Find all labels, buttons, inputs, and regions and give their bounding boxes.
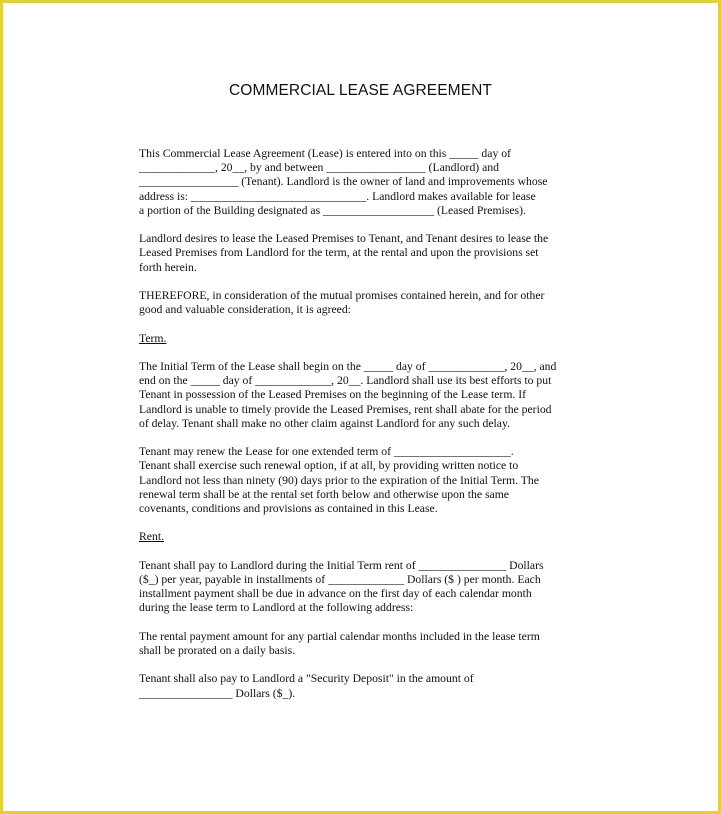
rent-heading: Rent. xyxy=(139,530,164,544)
text-line: a portion of the Building designated as ___________________ (Leased Premises). xyxy=(139,203,526,217)
security-deposit-paragraph xyxy=(139,672,584,700)
text-line: The Initial Term of the Lease shall begin on the _____ day of _____________, 20__, and xyxy=(139,359,557,373)
text-line: covenants, conditions and provisions as contained in this Lease. xyxy=(139,502,438,515)
intro-paragraph xyxy=(139,147,584,218)
text-line: Tenant shall pay to Landlord during the Initial Term rent of _______________ Dollars xyxy=(139,558,544,572)
text-line: end on the _____ day of _____________, 20__. Landlord shall use its best efforts to put xyxy=(139,374,552,388)
document-title: COMMERCIAL LEASE AGREEMENT xyxy=(229,82,492,99)
text-line: of delay. Tenant shall make no other claim against Landlord for any such delay. xyxy=(139,416,511,430)
text-line: Tenant shall exercise such renewal option, if at all, by providing written notice to xyxy=(139,459,519,473)
text-line: The rental payment amount for any partial calendar months included in the lease term xyxy=(139,629,540,643)
text-line: installment payment shall be due in advance on the first day of each calendar month xyxy=(139,587,532,601)
text-line: ($_) per year, payable in installments of _____________ Dollars ($ ) per month. Each xyxy=(139,572,541,586)
text-line: during the lease term to Landlord at the following address: xyxy=(139,601,414,615)
text-line: Tenant in possession of the Leased Premises on the beginning of the Lease term. If xyxy=(139,388,527,402)
text-line: This Commercial Lease Agreement (Lease) is entered into on this _____ day of xyxy=(139,147,511,160)
text-line: Leased Premises from Landlord for the term, at the rental and upon the provisions set xyxy=(139,246,539,260)
therefore-paragraph xyxy=(139,289,584,317)
text-line: _________________ (Tenant). Landlord is the owner of land and improvements whose xyxy=(139,175,548,189)
term-heading: Term. xyxy=(139,331,167,345)
desire-paragraph xyxy=(139,232,584,275)
text-line: address is: ______________________________. Landlord makes available for lease xyxy=(139,189,536,203)
text-line: Landlord is unable to timely provide the Leased Premises, rent shall abate for the period xyxy=(139,402,552,416)
text-line: Landlord not less than ninety (90) days prior to the expiration of the Initial Term. The xyxy=(139,473,539,487)
rent-prorate-paragraph xyxy=(139,630,584,658)
text-line: Tenant shall also pay to Landlord a "Security Deposit" in the amount of xyxy=(139,672,474,686)
document-body xyxy=(139,147,584,701)
term-initial-paragraph xyxy=(139,360,584,431)
text-line: Landlord desires to lease the Leased Premises to Tenant, and Tenant desires to lease the xyxy=(139,232,549,246)
text-line: good and valuable consideration, it is agreed: xyxy=(139,303,351,317)
text-line: forth herein. xyxy=(139,260,197,274)
text-line: renewal term shall be at the rental set forth below and otherwise upon the same xyxy=(139,487,509,501)
text-line: shall be prorated on a daily basis. xyxy=(139,643,296,657)
rent-initial-paragraph xyxy=(139,559,584,616)
text-line: Tenant may renew the Lease for one extended term of ____________________. xyxy=(139,445,514,459)
text-line: ________________ Dollars ($_). xyxy=(139,686,296,700)
text-line: _____________, 20__, by and between _________________ (Landlord) and xyxy=(139,161,499,175)
text-line: THEREFORE, in consideration of the mutual promises contained herein, and for other xyxy=(139,289,545,302)
term-renew-paragraph xyxy=(139,445,584,516)
